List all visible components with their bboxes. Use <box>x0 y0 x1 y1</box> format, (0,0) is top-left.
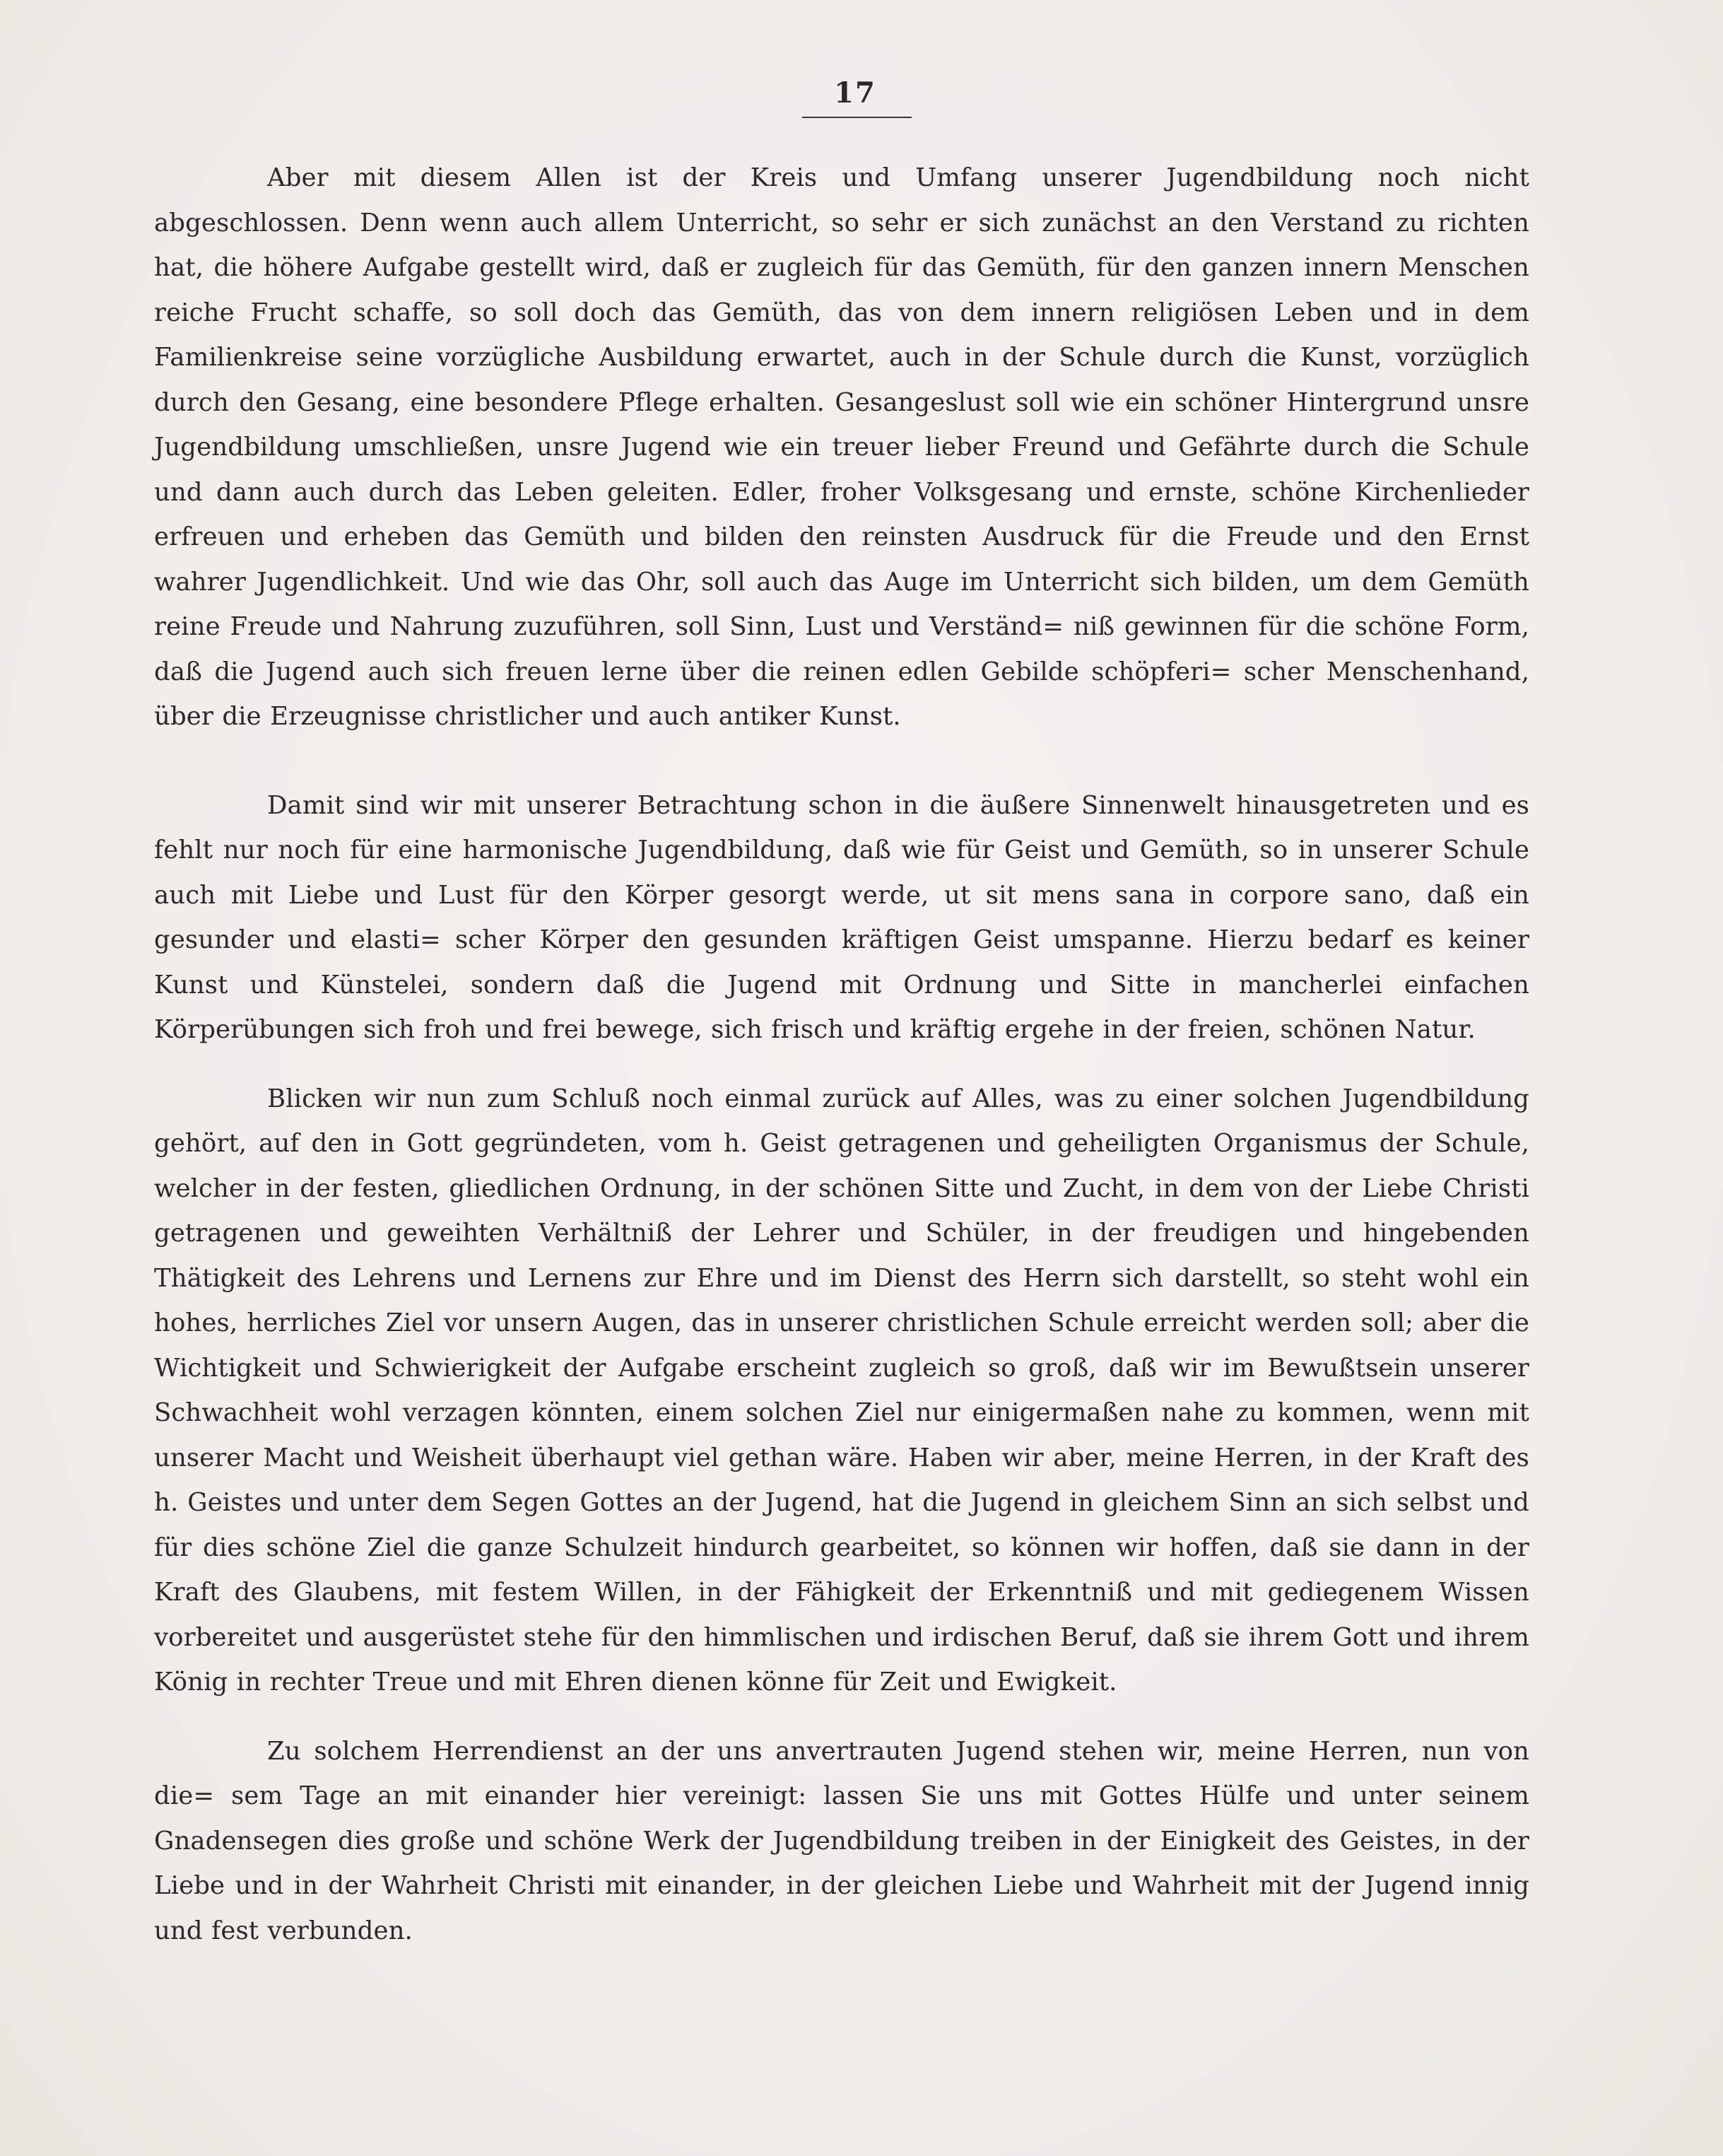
paragraph: Zu solchem Herrendienst an der uns anvertrauten Jugend stehen wir, meine Herren, nun von die= sem Tage an mit einander hier vereinigt: lassen Sie uns mit Gottes Hülfe und unter seinem Gnadensegen dies große und schöne Werk der Jugendbildung treiben in der Einigkeit des Geistes, in der Liebe und in der Wahrheit Christi mit einander, in der gleichen Liebe und Wahrheit mit der Jugend innig und fest verbunden. <box>154 1736 1529 1945</box>
page-number-rule <box>802 117 912 118</box>
body-text <box>154 156 1529 1953</box>
paragraph: Damit sind wir mit unserer Betrachtung schon in die äußere Sinnenwelt hinausgetreten und es fehlt nur noch für eine harmonische Jugendbildung, daß wie für Geist und Gemüth, so in unserer Schule auch mit Liebe und Lust für den Körper gesorgt werde, ut sit mens sana in corpore sano, daß ein gesunder und elasti= scher Körper den gesunden kräftigen Geist umspanne. Hierzu bedarf es keiner Kunst und Künstelei, sondern daß die Jugend mit Ordnung und Sitte in mancherlei einfachen Körperübungen sich froh und frei bewege, sich frisch und kräftig ergehe in der freien, schönen Natur. <box>154 790 1529 1044</box>
page-number: 17 <box>834 76 876 110</box>
paragraph: Blicken wir nun zum Schluß noch einmal zurück auf Alles, was zu einer solchen Jugendbildung gehört, auf den in Gott gegründeten, vom h. Geist getragenen und geheiligten Organismus der Schule, welcher in der festen, gliedlichen Ordnung, in der schönen Sitte und Zucht, in dem von der Liebe Christi getragenen und geweihten Verhältniß der Lehrer und Schüler, in der freudigen und hingebenden Thätigkeit des Lehrens und Lernens zur Ehre und im Dienst des Herrn sich darstellt, so steht wohl ein hohes, herrliches Ziel vor unsern Augen, das in unserer christlichen Schule erreicht werden soll; aber die Wichtigkeit und Schwierigkeit der Aufgabe erscheint zugleich so groß, daß wir im Bewußtsein unserer Schwachheit wohl verzagen könnten, einem solchen Ziel nur einigermaßen nahe zu kommen, wenn mit unserer Macht und Weisheit überhaupt viel gethan wäre. Haben wir aber, meine Herren, in der Kraft des h. Geistes und unter dem Segen Gottes an der Jugend, hat die Jugend in gleichem Sinn an sich selbst und für dies schöne Ziel die ganze Schulzeit hindurch gearbeitet, so können wir hoffen, daß sie dann in der Kraft des Glaubens, mit festem Willen, in der Fähigkeit der Erkenntniß und mit gediegenem Wissen vorbereitet und ausgerüstet stehe für den himmlischen und irdischen Beruf, daß sie ihrem Gott und ihrem König in rechter Treue und mit Ehren dienen könne für Zeit und Ewigkeit. <box>154 1084 1530 1697</box>
paragraph: Aber mit diesem Allen ist der Kreis und Umfang unserer Jugendbildung noch nicht abgeschlossen. Denn wenn auch allem Unterricht, so sehr er sich zunächst an den Verstand zu richten hat, die höhere Aufgabe gestellt wird, daß er zugleich für das Gemüth, für den ganzen innern Menschen reiche Frucht schaffe, so soll doch das Gemüth, das von dem innern religiösen Leben und in dem Familienkreise seine vorzügliche Ausbildung erwartet, auch in der Schule durch die Kunst, vorzüglich durch den Gesang, eine besondere Pflege erhalten. Gesangeslust soll wie ein schöner Hintergrund unsre Jugendbildung umschließen, unsre Jugend wie ein treuer lieber Freund und Gefährte durch die Schule und dann auch durch das Leben geleiten. Edler, froher Volksgesang und ernste, schöne Kirchenlieder erfreuen und erheben das Gemüth und bilden den reinsten Ausdruck für die Freude und den Ernst wahrer Jugendlichkeit. Und wie das Ohr, soll auch das Auge im Unterricht sich bilden, um dem Gemüth reine Freude und Nahrung zuzuführen, soll Sinn, Lust und Verständ= niß gewinnen für die schöne Form, daß die Jugend auch sich freuen lerne über die reinen edlen Gebilde schöpferi= scher Menschenhand, über die Erzeugnisse christlicher und auch antiker Kunst. <box>154 163 1529 731</box>
